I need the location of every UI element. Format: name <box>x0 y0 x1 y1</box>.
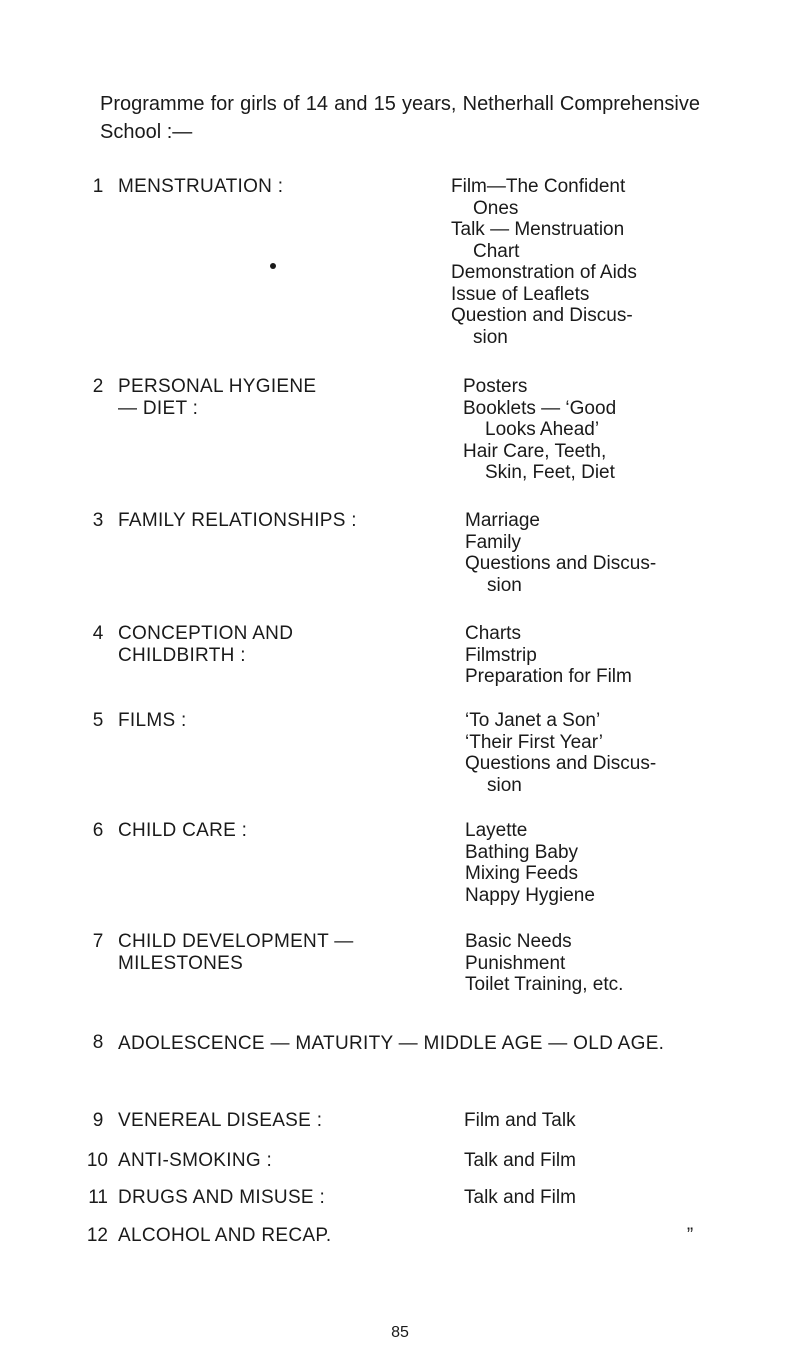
list-item <box>0 1110 800 1134</box>
detail-line: Family <box>465 531 521 553</box>
detail-line: Chart <box>473 240 520 262</box>
detail-line: sion <box>487 574 522 596</box>
item-title: ADOLESCENCE — MATURITY — MIDDLE AGE — OLD AGE. <box>118 1033 665 1054</box>
detail-line: Marriage <box>465 510 540 531</box>
page-number: 85 <box>391 1324 409 1341</box>
list-item <box>0 1150 800 1174</box>
item-number: 1 <box>92 176 104 197</box>
item-number: 3 <box>92 510 104 531</box>
detail-line: ‘Their First Year’ <box>465 731 603 753</box>
list-item <box>0 510 800 600</box>
list-item <box>0 176 800 366</box>
item-number: 7 <box>92 931 104 952</box>
detail-line: sion <box>473 326 508 348</box>
detail-line: ‘To Janet a Son’ <box>465 710 601 731</box>
item-detail: Talk and Film <box>464 1150 576 1171</box>
item-number: 12 <box>86 1225 108 1246</box>
item-title: VENEREAL DISEASE : <box>118 1110 323 1131</box>
detail-line: Posters <box>463 376 528 397</box>
item-title: MENSTRUATION : <box>118 176 284 197</box>
detail-line: Hair Care, Teeth, <box>463 440 607 462</box>
item-details <box>465 710 725 796</box>
list-item <box>0 376 800 486</box>
detail-line: Questions and Discus- <box>465 553 657 574</box>
item-title: ANTI-SMOKING : <box>118 1150 273 1171</box>
detail-line: Skin, Feet, Diet <box>485 462 615 483</box>
item-number: 2 <box>92 376 104 397</box>
detail-line: Nappy Hygiene <box>465 884 595 906</box>
item-title: CHILD CARE : <box>118 820 248 841</box>
list-item <box>0 710 800 800</box>
detail-line: Punishment <box>465 952 566 974</box>
detail-line: Question and Discus- <box>451 305 633 326</box>
item-number: 8 <box>92 1032 104 1053</box>
item-number: 11 <box>88 1187 108 1208</box>
item-title: PERSONAL HYGIENE — DIET : <box>118 376 317 419</box>
bullet-dot <box>270 263 276 269</box>
detail-line: Talk — Menstruation <box>451 219 625 240</box>
detail-line: Toilet Training, etc. <box>465 974 624 995</box>
item-number: 9 <box>92 1110 104 1131</box>
ditto-mark: ” <box>686 1225 694 1246</box>
list-item <box>0 1187 800 1211</box>
item-number: 6 <box>92 820 104 841</box>
item-number: 4 <box>92 623 104 644</box>
detail-line: Looks Ahead’ <box>485 419 600 440</box>
item-details <box>465 623 725 688</box>
detail-line: Ones <box>473 197 519 219</box>
item-details <box>451 176 711 348</box>
detail-line: Charts <box>465 623 521 644</box>
list-item <box>0 1225 800 1249</box>
detail-line: Questions and Discus- <box>465 753 657 774</box>
detail-line: sion <box>487 774 522 796</box>
detail-line: Preparation for Film <box>465 666 632 687</box>
item-number: 5 <box>92 710 104 731</box>
detail-line: Mixing Feeds <box>465 863 578 884</box>
programme-intro: Programme for girls of 14 and 15 years, Netherhall Comprehensive School :— <box>100 93 700 143</box>
detail-line: Layette <box>465 820 528 841</box>
detail-line: Issue of Leaflets <box>451 283 590 305</box>
item-number: 10 <box>86 1150 108 1171</box>
detail-line: Film—The Confident <box>451 176 626 197</box>
detail-line: Filmstrip <box>465 644 537 666</box>
item-detail: Talk and Film <box>464 1187 576 1208</box>
detail-line: Basic Needs <box>465 931 572 952</box>
item-title: ALCOHOL AND RECAP. <box>118 1225 332 1246</box>
detail-line: Demonstration of Aids <box>451 262 637 283</box>
item-title: FILMS : <box>118 710 187 731</box>
item-title: CONCEPTION AND CHILDBIRTH : <box>118 623 294 666</box>
list-item <box>0 1032 800 1078</box>
item-title: DRUGS AND MISUSE : <box>118 1187 326 1208</box>
detail-line: Bathing Baby <box>465 841 579 863</box>
item-details <box>463 376 723 484</box>
item-details <box>465 510 725 596</box>
list-item <box>0 623 800 693</box>
item-detail: Film and Talk <box>464 1110 576 1131</box>
item-title: FAMILY RELATIONSHIPS : <box>118 510 357 531</box>
list-item <box>0 820 800 910</box>
list-item <box>0 931 800 1001</box>
item-details <box>465 931 725 996</box>
item-title: CHILD DEVELOPMENT — MILESTONES <box>118 931 354 974</box>
item-details <box>465 820 725 906</box>
detail-line: Booklets — ‘Good <box>463 397 617 419</box>
